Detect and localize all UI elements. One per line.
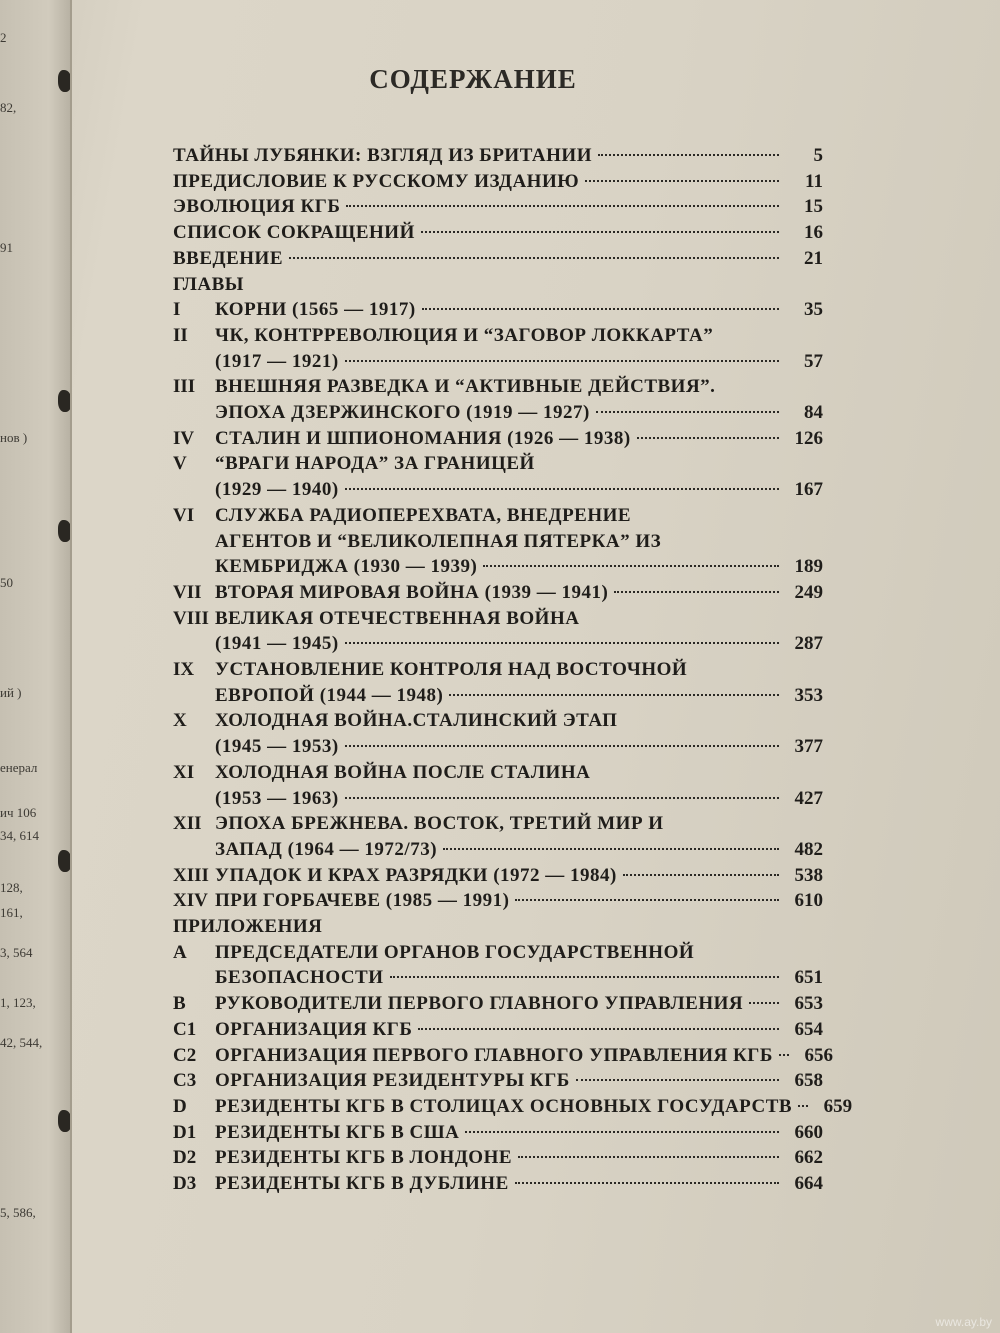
toc-title: ТАЙНЫ ЛУБЯНКИ: ВЗГЛЯД ИЗ БРИТАНИИ	[173, 145, 592, 166]
toc-page-number: 189	[794, 556, 823, 578]
toc-title: ЭВОЛЮЦИЯ КГБ	[173, 196, 341, 218]
dot-leader	[515, 899, 779, 901]
toc-title: ОРГАНИЗАЦИЯ КГБ	[215, 1018, 413, 1040]
toc-line	[173, 863, 823, 889]
toc-line	[173, 194, 823, 220]
toc-number: II	[173, 324, 188, 346]
toc-page-number: 610	[794, 890, 823, 912]
toc-number: I	[173, 299, 181, 321]
toc-title: КЕМБРИДЖА (1930 — 1939)	[215, 556, 478, 578]
toc-title: СТАЛИН И ШПИОНОМАНИЯ (1926 — 1938)	[215, 427, 631, 449]
toc-title: (1929 — 1940)	[215, 479, 339, 501]
dot-leader	[598, 154, 779, 156]
toc-title: УСТАНОВЛЕНИЕ КОНТРОЛЯ НАД ВОСТОЧНОЙ	[215, 659, 688, 680]
dot-leader	[418, 1028, 779, 1030]
toc-page-number: 287	[794, 633, 823, 655]
toc-page-number: 662	[794, 1147, 823, 1169]
facing-page-fragment: 128,	[0, 880, 23, 895]
binding-damage	[58, 390, 72, 412]
facing-page-fragment: ий )	[0, 685, 22, 700]
toc-line	[173, 1043, 833, 1069]
toc-number: VII	[173, 581, 202, 603]
toc-line	[173, 297, 823, 323]
toc-title: ВТОРАЯ МИРОВАЯ ВОЙНА (1939 — 1941)	[215, 581, 609, 603]
toc-title: ПРЕДИСЛОВИЕ К РУССКОМУ ИЗДАНИЮ	[173, 170, 580, 192]
section-heading: ГЛАВЫ	[173, 273, 244, 295]
toc-number: III	[173, 376, 196, 398]
toc-title: (1941 — 1945)	[215, 633, 339, 655]
toc-page-number: 538	[794, 864, 823, 886]
toc-title: РУКОВОДИТЕЛИ ПЕРВОГО ГЛАВНОГО УПРАВЛЕНИЯ	[215, 993, 744, 1015]
dot-leader	[637, 437, 779, 439]
toc-title: (1945 — 1953)	[215, 736, 339, 758]
toc-line	[173, 169, 823, 195]
toc-line	[173, 1094, 853, 1120]
binding-damage	[58, 520, 72, 542]
toc-title: ОРГАНИЗАЦИЯ ПЕРВОГО ГЛАВНОГО УПРАВЛЕНИЯ КГБ	[215, 1044, 773, 1066]
toc-page-number: 15	[804, 196, 823, 218]
toc-line	[173, 1145, 823, 1171]
toc-line	[173, 786, 823, 812]
dot-leader	[576, 1079, 779, 1081]
dot-leader	[345, 488, 779, 490]
facing-page-fragment: 1, 123,	[0, 995, 36, 1010]
toc-page-number: 35	[804, 299, 823, 321]
facing-page-fragment: 2	[0, 30, 7, 45]
toc-number: D2	[173, 1147, 197, 1169]
toc-number: IV	[173, 427, 195, 449]
toc-line	[173, 760, 823, 786]
toc-line	[173, 1017, 823, 1043]
toc-line	[173, 1068, 823, 1094]
toc-line	[173, 554, 823, 580]
toc-number: A	[173, 941, 187, 963]
dot-leader	[390, 976, 779, 978]
toc-page-number: 16	[804, 222, 823, 244]
toc-title: “ВРАГИ НАРОДА” ЗА ГРАНИЦЕЙ	[215, 453, 535, 475]
facing-page-fragment: енерал	[0, 760, 38, 775]
toc-page-number: 664	[794, 1173, 823, 1194]
toc-title: РЕЗИДЕНТЫ КГБ В ЛОНДОНЕ	[215, 1147, 513, 1169]
toc-title: ХОЛОДНАЯ ВОЙНА.СТАЛИНСКИЙ ЭТАП	[215, 710, 618, 732]
dot-leader	[483, 565, 779, 567]
dot-leader	[518, 1156, 779, 1158]
toc-page-number: 249	[794, 581, 823, 603]
toc-line	[173, 477, 823, 503]
dot-leader	[346, 205, 779, 207]
toc-title: ПРЕДСЕДАТЕЛИ ОРГАНОВ ГОСУДАРСТВЕННОЙ	[215, 941, 695, 963]
toc-line	[173, 734, 823, 760]
toc-line	[173, 708, 823, 734]
toc-number: XII	[173, 813, 202, 835]
toc-line	[173, 246, 823, 272]
dot-leader	[749, 1002, 779, 1004]
toc-title: РЕЗИДЕНТЫ КГБ В СТОЛИЦАХ ОСНОВНЫХ ГОСУДАРСТВ	[215, 1095, 793, 1117]
dot-leader	[585, 180, 779, 182]
toc-title: ЗАПАД (1964 — 1972/73)	[215, 838, 438, 860]
toc-line	[173, 1171, 823, 1197]
toc-title: СЛУЖБА РАДИОПЕРЕХВАТА, ВНЕДРЕНИЕ	[215, 504, 632, 526]
toc-page-number: 377	[794, 736, 823, 758]
toc-line	[173, 220, 823, 246]
toc-number: VIII	[173, 607, 209, 629]
toc-page-number: 654	[794, 1018, 823, 1040]
toc-title: ЭПОХА ДЗЕРЖИНСКОГО (1919 — 1927)	[215, 402, 590, 423]
dot-leader	[289, 257, 779, 259]
toc-page-number: 11	[805, 170, 823, 192]
section-heading: ПРИЛОЖЕНИЯ	[173, 916, 323, 937]
dot-leader	[623, 874, 779, 876]
toc-page-number: 353	[794, 684, 823, 706]
facing-page-fragment: нов )	[0, 430, 28, 445]
toc-line	[173, 991, 823, 1017]
toc-line	[173, 374, 823, 400]
toc-line	[173, 837, 823, 863]
dot-leader	[345, 360, 779, 362]
toc-line	[173, 1120, 823, 1146]
toc-title: (1953 — 1963)	[215, 787, 339, 809]
toc-page-number: 167	[794, 479, 823, 501]
toc-page-number: 651	[794, 967, 823, 989]
toc-number: D	[173, 1095, 187, 1117]
toc-title: ЭПОХА БРЕЖНЕВА. ВОСТОК, ТРЕТИЙ МИР И	[215, 813, 664, 835]
dot-leader	[798, 1105, 808, 1107]
toc-title: (1917 — 1921)	[215, 350, 339, 372]
toc-number: C3	[173, 1070, 197, 1092]
toc-line	[173, 143, 823, 169]
toc-number: VI	[173, 504, 195, 526]
toc-title: БЕЗОПАСНОСТИ	[215, 967, 384, 989]
toc-line	[173, 400, 823, 426]
dot-leader	[465, 1131, 779, 1133]
toc-title: КОРНИ (1565 — 1917)	[215, 299, 416, 321]
facing-page-fragment: 50	[0, 575, 13, 590]
dot-leader	[345, 797, 779, 799]
facing-page-fragment: 5, 586,	[0, 1205, 36, 1220]
toc-line	[173, 683, 823, 709]
binding-damage	[58, 850, 72, 872]
dot-leader	[596, 411, 779, 413]
toc-page-number: 658	[794, 1070, 823, 1092]
toc-number: D1	[173, 1121, 197, 1143]
toc-page-number: 659	[823, 1095, 853, 1117]
toc-line	[173, 606, 823, 632]
toc-page-number: 5	[813, 145, 823, 166]
dot-leader	[345, 745, 779, 747]
toc-page-number: 653	[794, 993, 823, 1015]
toc-line	[173, 811, 823, 837]
toc-title: ЕВРОПОЙ (1944 — 1948)	[215, 684, 444, 706]
toc-line	[173, 426, 823, 452]
toc-line	[173, 965, 823, 991]
toc-line	[173, 631, 823, 657]
toc-title: ВНЕШНЯЯ РАЗВЕДКА И “АКТИВНЫЕ ДЕЙСТВИЯ”.	[215, 376, 716, 398]
watermark: www.ay.by	[935, 1315, 992, 1329]
toc-page-number: 656	[804, 1044, 833, 1066]
toc-page-number: 126	[794, 427, 823, 449]
toc-line	[173, 580, 823, 606]
dot-leader	[449, 694, 779, 696]
toc-page-number: 427	[794, 787, 823, 809]
facing-page-fragment: 42, 544,	[0, 1035, 43, 1050]
toc-line	[173, 349, 823, 375]
toc-number: XI	[173, 761, 195, 783]
toc-number: V	[173, 453, 187, 475]
dot-leader	[614, 591, 779, 593]
toc-number: D3	[173, 1173, 197, 1194]
toc-title: ВВЕДЕНИЕ	[173, 247, 283, 269]
toc-title: ЧК, КОНТРРЕВОЛЮЦИЯ И “ЗАГОВОР ЛОККАРТА”	[215, 324, 714, 346]
toc-title: АГЕНТОВ И “ВЕЛИКОЛЕПНАЯ ПЯТЕРКА” ИЗ	[215, 530, 662, 552]
toc-line	[173, 451, 823, 477]
binding-damage	[58, 1110, 72, 1132]
toc-line	[173, 529, 823, 555]
toc-title: РЕЗИДЕНТЫ КГБ В США	[215, 1121, 460, 1143]
toc-line	[173, 503, 823, 529]
dot-leader	[345, 642, 779, 644]
dot-leader	[779, 1054, 789, 1056]
toc-number: C1	[173, 1018, 197, 1040]
toc-title: ПРИ ГОРБАЧЕВЕ (1985 — 1991)	[215, 890, 510, 912]
dot-leader	[515, 1182, 779, 1184]
toc-page-number: 482	[794, 838, 823, 860]
toc-title: СПИСОК СОКРАЩЕНИЙ	[173, 222, 415, 244]
facing-page-fragment: 34, 614	[0, 828, 39, 843]
toc-number: XIV	[173, 890, 208, 912]
toc-number: IX	[173, 659, 195, 680]
toc-title: ОРГАНИЗАЦИЯ РЕЗИДЕНТУРЫ КГБ	[215, 1070, 570, 1092]
toc-number: XIII	[173, 864, 209, 886]
dot-leader	[421, 231, 779, 233]
facing-page-fragment: 91	[0, 240, 13, 255]
toc-title: РЕЗИДЕНТЫ КГБ В ДУБЛИНЕ	[215, 1173, 509, 1194]
toc-title: ВЕЛИКАЯ ОТЕЧЕСТВЕННАЯ ВОЙНА	[215, 607, 580, 629]
toc-title: ХОЛОДНАЯ ВОЙНА ПОСЛЕ СТАЛИНА	[215, 761, 591, 783]
toc-line	[173, 657, 823, 683]
toc-page-number: 57	[804, 350, 823, 372]
toc-page-number: 660	[794, 1121, 823, 1143]
facing-page-fragment: 82,	[0, 100, 17, 115]
page-title: СОДЕРЖАНИЕ	[369, 64, 577, 94]
facing-page-edge	[0, 0, 72, 1333]
toc-page-number: 21	[804, 247, 823, 269]
facing-page-fragment: 161,	[0, 905, 23, 920]
toc-number: X	[173, 710, 187, 732]
toc-line	[173, 323, 823, 349]
toc-number: B	[173, 993, 186, 1015]
toc-line	[173, 888, 823, 914]
toc-title: УПАДОК И КРАХ РАЗРЯДКИ (1972 — 1984)	[215, 864, 617, 886]
facing-page-fragment: 3, 564	[0, 945, 33, 960]
toc-number: C2	[173, 1044, 197, 1066]
facing-page-fragment: ич 106	[0, 805, 37, 820]
dot-leader	[443, 848, 779, 850]
dot-leader	[422, 308, 779, 310]
toc-page-number: 84	[804, 402, 823, 423]
toc-line	[173, 940, 823, 966]
